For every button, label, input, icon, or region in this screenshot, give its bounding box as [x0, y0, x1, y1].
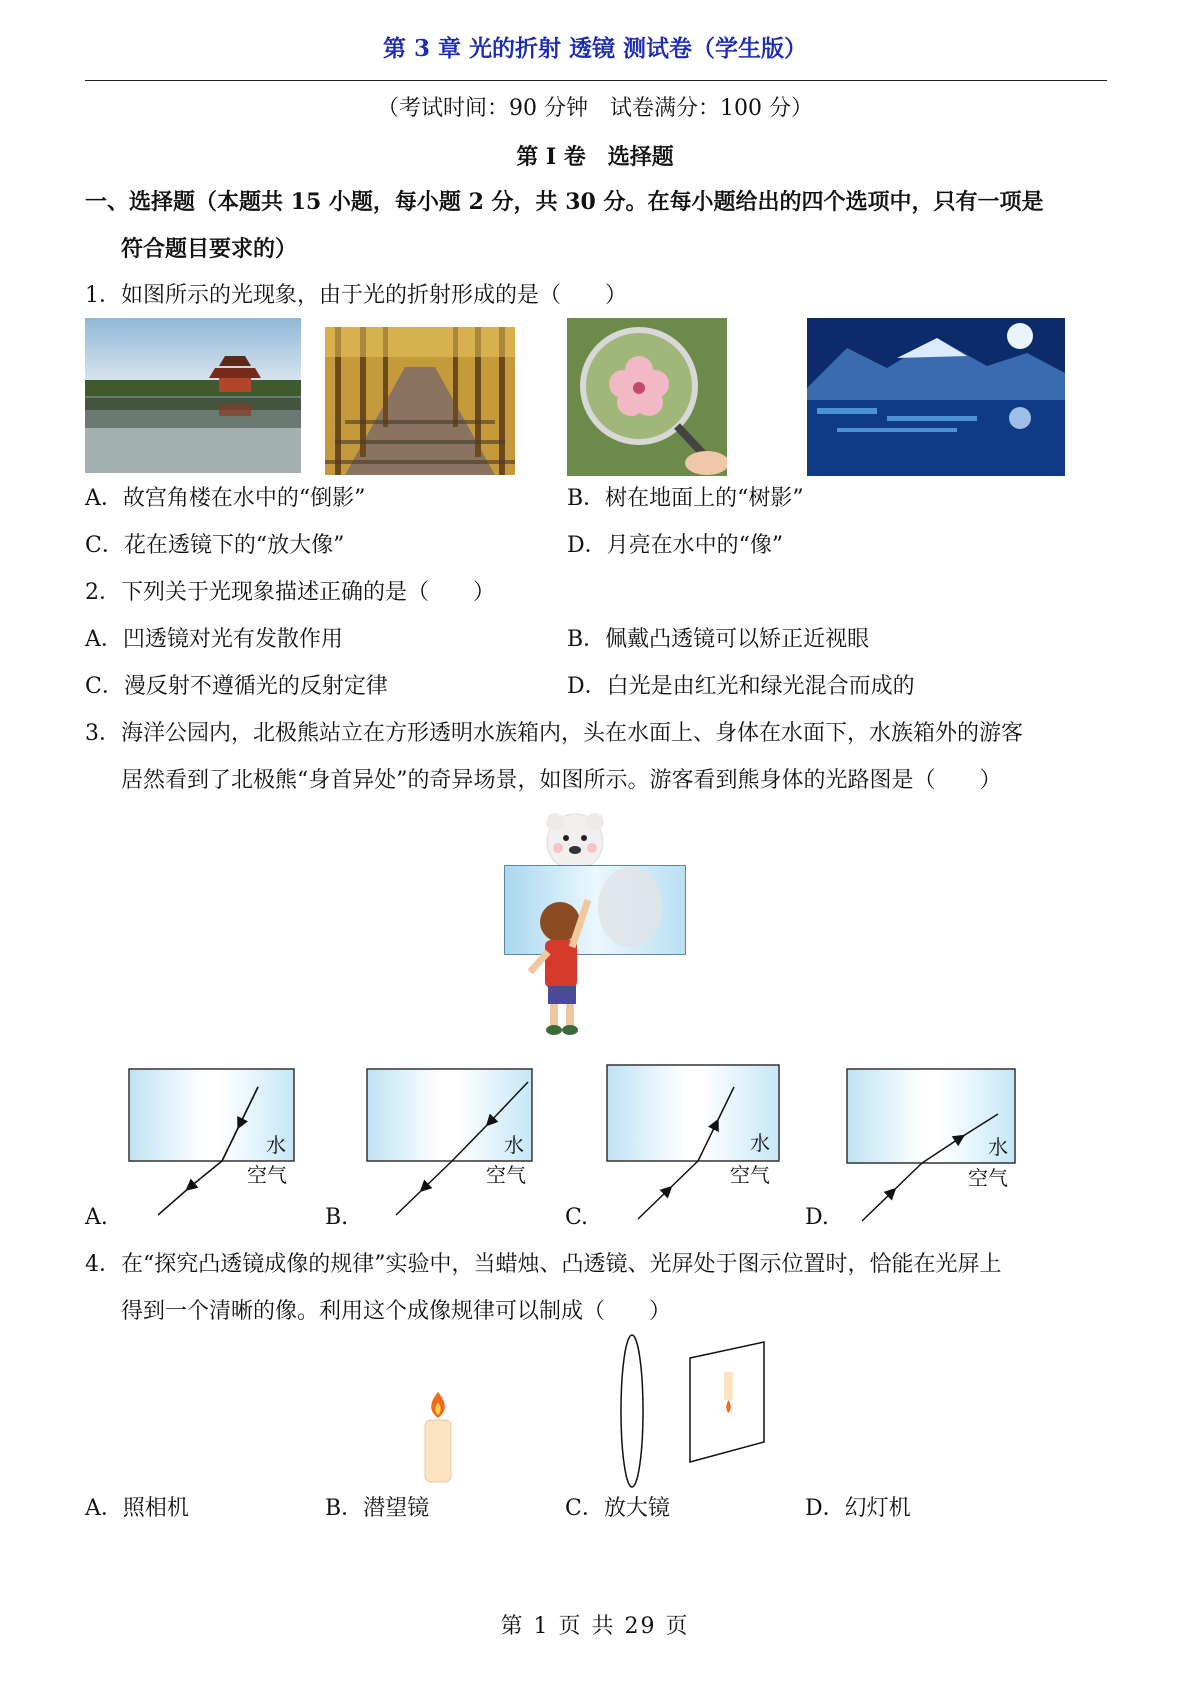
water-label-a: 水: [266, 1133, 286, 1157]
q3-option-a: A.: [85, 1205, 108, 1230]
q3-stem: 3．海洋公园内，北极熊站立在方形透明水族箱内，头在水面上、身体在水面下，水族箱外的游客: [85, 721, 1024, 746]
photo-palace-reflection: [85, 318, 301, 473]
q4-option-b: B．潜望镜: [325, 1496, 430, 1521]
photo-magnifier-flower: [567, 318, 727, 476]
bear-aquarium-illustration: [500, 812, 690, 1040]
q2-option-c: C．漫反射不遵循光的反射定律: [85, 674, 388, 699]
q3-option-c: C.: [565, 1205, 589, 1230]
q4-option-c: C．放大镜: [565, 1496, 670, 1521]
q4-option-a: A．照相机: [85, 1496, 189, 1521]
page-title: 第 3 章 光的折射 透镜 测试卷（学生版）: [382, 35, 808, 62]
section-title: 第 I 卷 选择题: [516, 144, 674, 170]
part-heading-cont: 符合题目要求的）: [121, 236, 298, 262]
photo-tree-shadows: [325, 327, 515, 475]
water-label-d: 水: [988, 1135, 1008, 1159]
convex-lens-icon: [618, 1332, 646, 1490]
candle-icon: [420, 1390, 456, 1485]
page-number: 第 1 页 共 29 页: [500, 1614, 690, 1639]
q1-option-d: D．月亮在水中的“像”: [567, 533, 784, 558]
part-heading: 一、选择题（本题共 15 小题，每小题 2 分，共 30 分。在每小题给出的四个选项中，只有一项是: [85, 189, 1044, 215]
q4-option-d: D．幻灯机: [805, 1496, 911, 1521]
q3-option-d: D.: [805, 1205, 829, 1230]
air-label-c: 空气: [730, 1163, 770, 1187]
light-screen-icon: [688, 1340, 768, 1465]
q2-option-b: B．佩戴凸透镜可以矫正近视眼: [567, 627, 870, 652]
water-label-b: 水: [504, 1133, 524, 1157]
air-label-a: 空气: [247, 1163, 287, 1187]
q4-stem-cont: 得到一个清晰的像。利用这个成像规律可以制成（ ）: [121, 1299, 672, 1324]
q3-stem-cont: 居然看到了北极熊“身首异处”的奇异场景，如图所示。游客看到熊身体的光路图是（ ）: [121, 768, 1002, 793]
q2-option-d: D．白光是由红光和绿光混合而成的: [567, 674, 915, 699]
exam-info: （考试时间：90 分钟 试卷满分：100 分）: [377, 96, 813, 121]
q1-option-c: C．花在透镜下的“放大像”: [85, 533, 345, 558]
air-label-d: 空气: [968, 1166, 1008, 1190]
q2-stem: 2．下列关于光现象描述正确的是（ ）: [85, 580, 495, 605]
photo-moon-reflection: [807, 318, 1065, 476]
water-label-c: 水: [750, 1131, 770, 1155]
q2-option-a: A．凹透镜对光有发散作用: [85, 627, 343, 652]
q1-option-a: A．故宫角楼在水中的“倒影”: [85, 486, 366, 511]
title-rule: [85, 80, 1107, 81]
q4-stem: 4．在“探究凸透镜成像的规律”实验中，当蜡烛、凸透镜、光屏处于图示位置时，恰能在光屏上: [85, 1252, 1002, 1277]
q3-option-b: B.: [325, 1205, 349, 1230]
q1-stem: 1．如图所示的光现象，由于光的折射形成的是（ ）: [85, 283, 627, 308]
air-label-b: 空气: [486, 1163, 526, 1187]
q1-option-b: B．树在地面上的“树影”: [567, 486, 804, 511]
